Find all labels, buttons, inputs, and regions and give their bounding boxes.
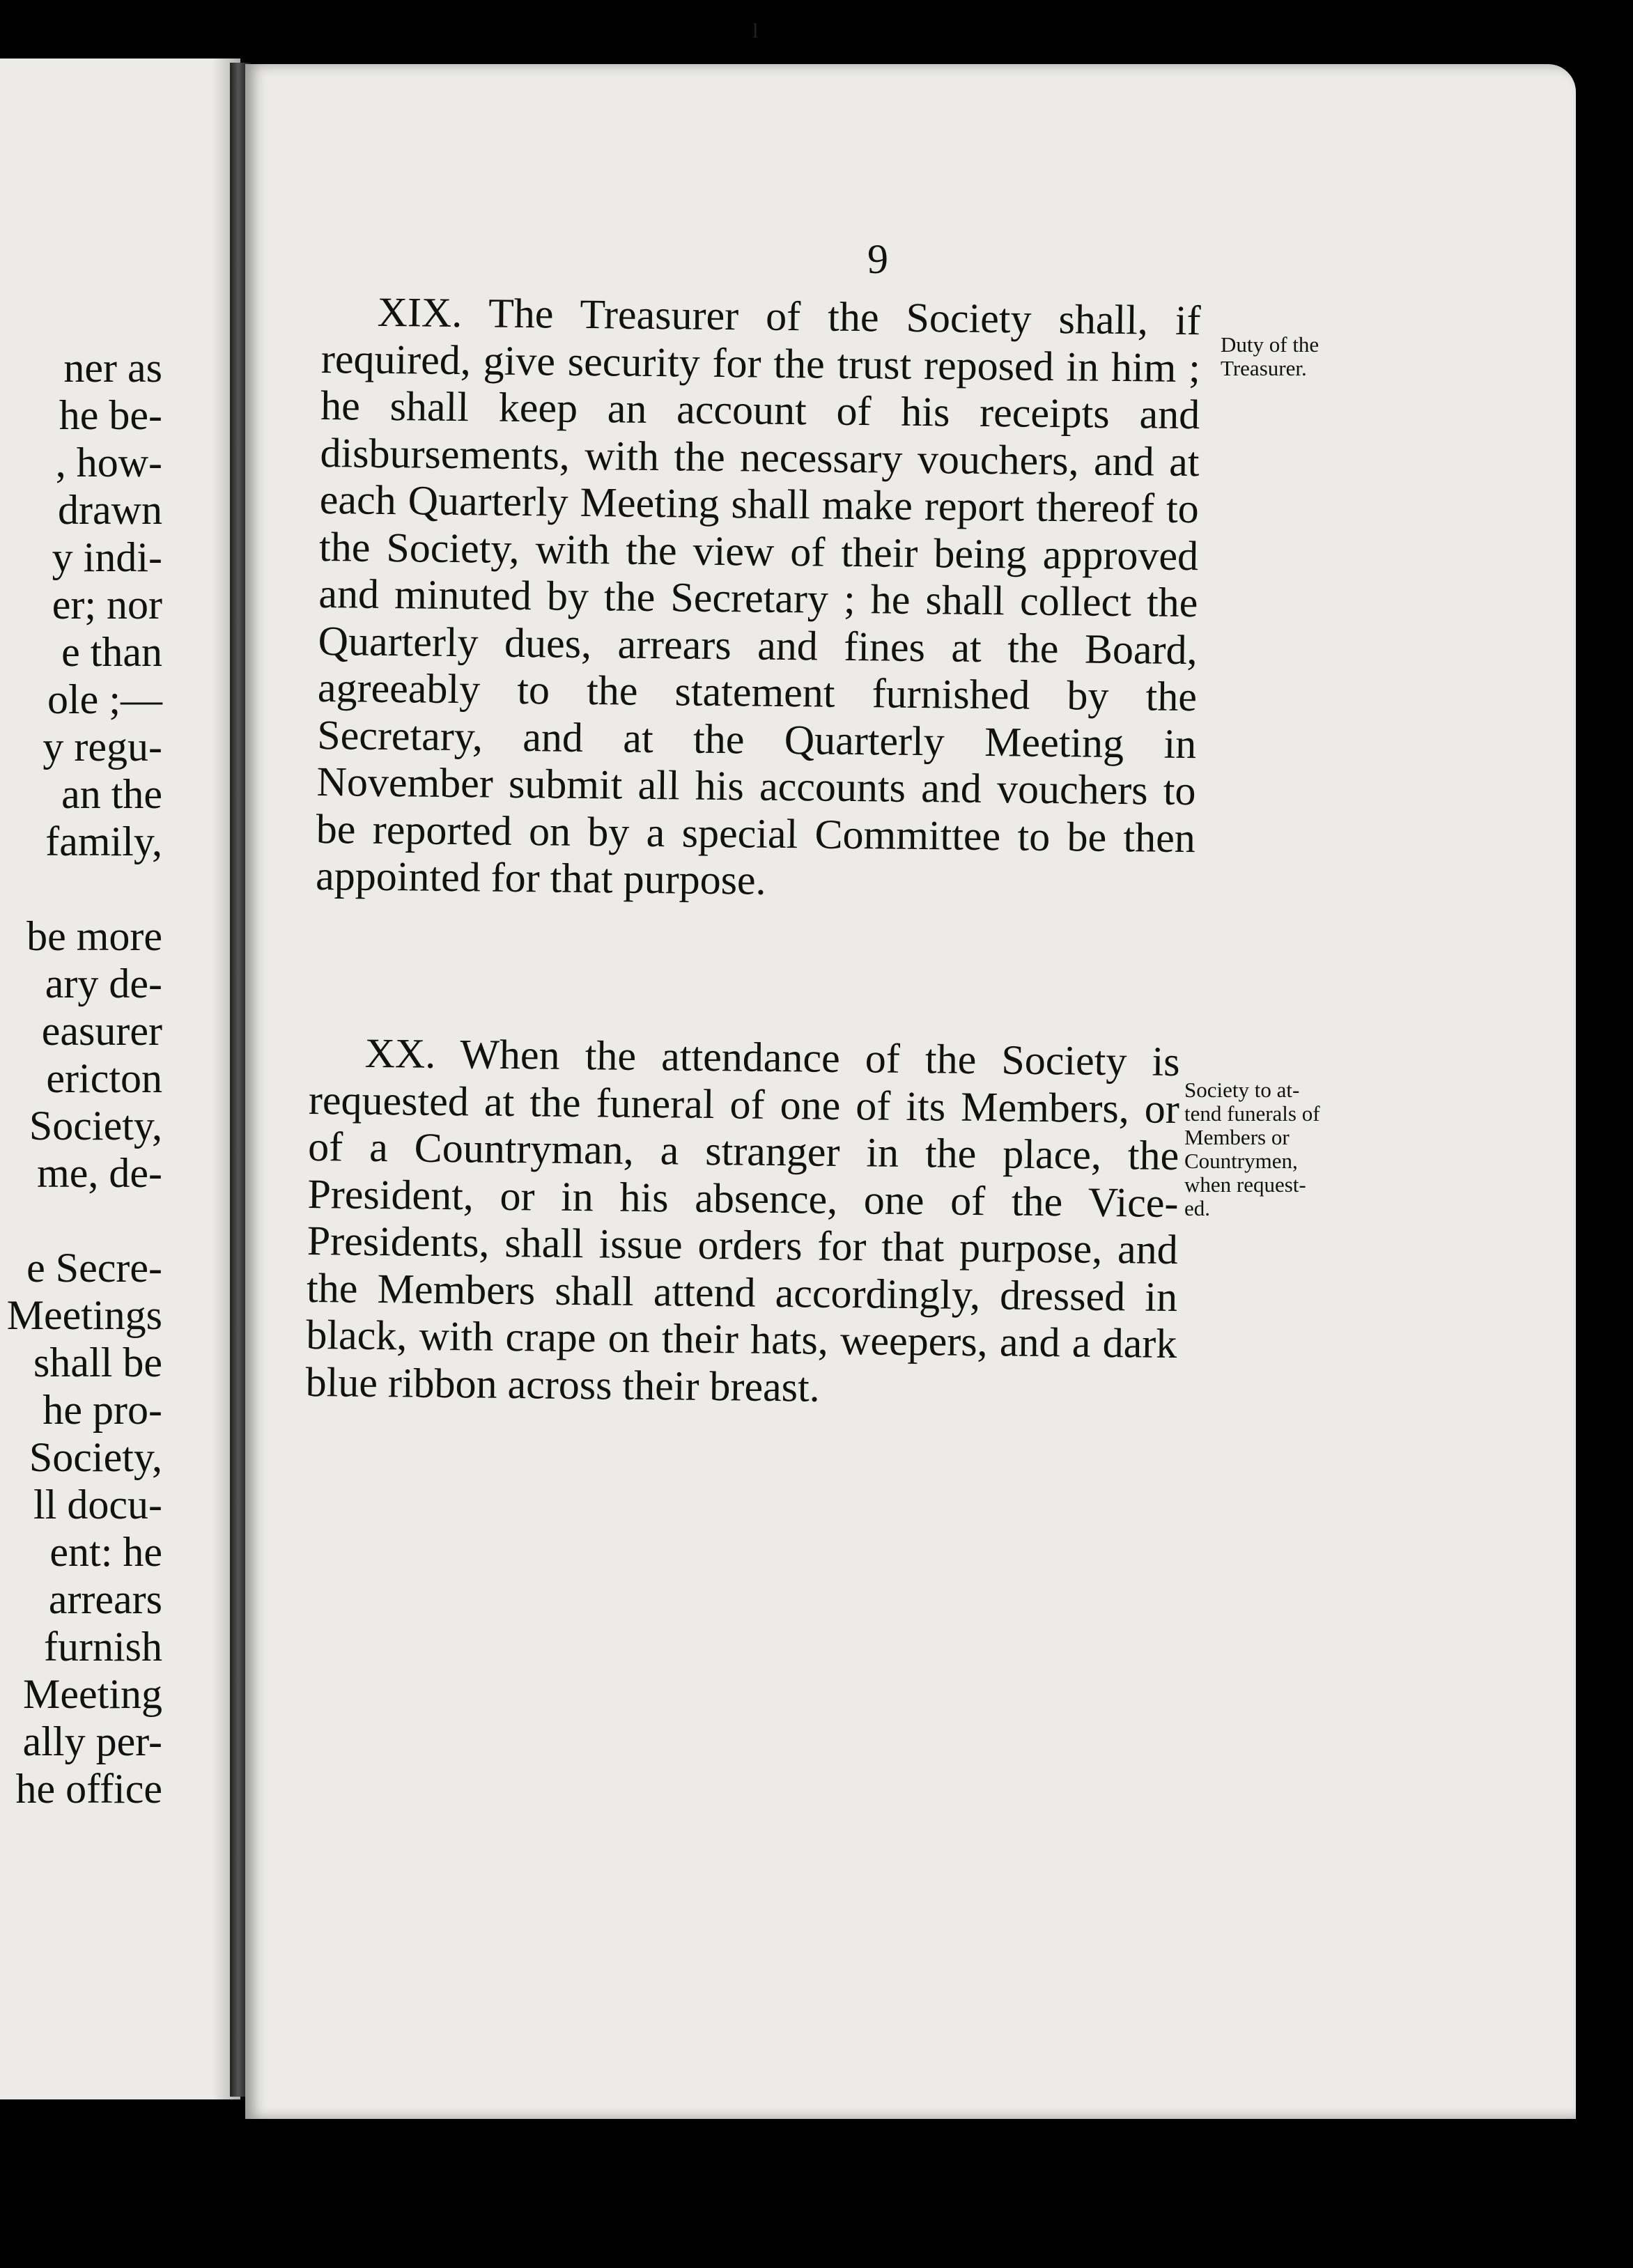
left-page-line: ent: he (49, 1529, 162, 1575)
left-page-line: ll docu- (33, 1482, 162, 1528)
left-page-line: e than (61, 629, 162, 675)
left-page-line: he office (15, 1766, 162, 1812)
left-page-line: ally per- (22, 1718, 162, 1764)
ink-mark: ˡ (752, 16, 759, 55)
left-page-line: ole ;— (47, 676, 162, 722)
article-19 (316, 288, 1201, 909)
left-page-line: he pro- (42, 1387, 162, 1433)
article-20-text: XX. When the attendance of the Society is requested at the funeral of one of its Members, or of a Countryman, a stranger in the place, the President, or in his absence, one of the Vice-Presidents, shall issue orders for that purpose, and the Members shall attend accordingly, dressed in black, with crape on their hats, weepers, and a dark blue ribbon across their breast. (305, 1030, 1180, 1411)
side-note-duty-of-treasurer: Duty of the Treasurer. (1221, 332, 1319, 380)
page-number: 9 (867, 236, 888, 282)
left-page-line: ner as (63, 345, 162, 391)
left-page-line: an the (61, 771, 162, 817)
left-page-line: er; nor (52, 582, 162, 628)
left-page-line: y indi- (52, 534, 162, 580)
left-page (0, 59, 240, 2099)
left-page-line: Meetings (6, 1292, 162, 1338)
left-page-line: Meeting (23, 1671, 162, 1717)
left-page-line: e Secre- (26, 1245, 162, 1291)
left-page-line: he be- (59, 392, 162, 438)
left-page-line: ericton (46, 1055, 162, 1101)
left-page-line: shall be (33, 1339, 162, 1385)
left-page-line: ary de- (45, 961, 162, 1007)
left-page-line: me, de- (37, 1150, 162, 1196)
left-page-line: arrears (48, 1576, 162, 1622)
article-19-text: XIX. The Treasurer of the Society shall, if required, give security for the trust reposed in him ; he shall keep an account of his receipts and disbursements, with the necessary vouchers, and at each Quarterly Meeting shall make report thereof to the Society, with the view of their being approved and minuted by the Secretary ; he shall collect the Quarterly dues, arrears and fines at the Board, agreeably to the statement furnished by the Secretary, and at the Quarterly Meeting in November submit all his accounts and vouchers to be reported on by a special Committee to be then appointed for that purpose. (315, 288, 1201, 903)
left-page-line: Society, (29, 1103, 162, 1149)
article-20 (305, 1030, 1180, 1415)
left-page-line: Society, (29, 1434, 162, 1480)
left-page-line: furnish (44, 1624, 162, 1670)
left-page-line: drawn (58, 487, 162, 533)
left-page-line: easurer (41, 1008, 162, 1054)
side-note-funerals: Society to at- tend funerals of Members or Countrymen, when request- ed. (1184, 1078, 1320, 1220)
left-page-line: y regu- (42, 724, 162, 770)
left-page-line: be more (26, 913, 162, 959)
left-page-line: family, (45, 818, 162, 864)
left-page-line: , how- (55, 440, 162, 486)
